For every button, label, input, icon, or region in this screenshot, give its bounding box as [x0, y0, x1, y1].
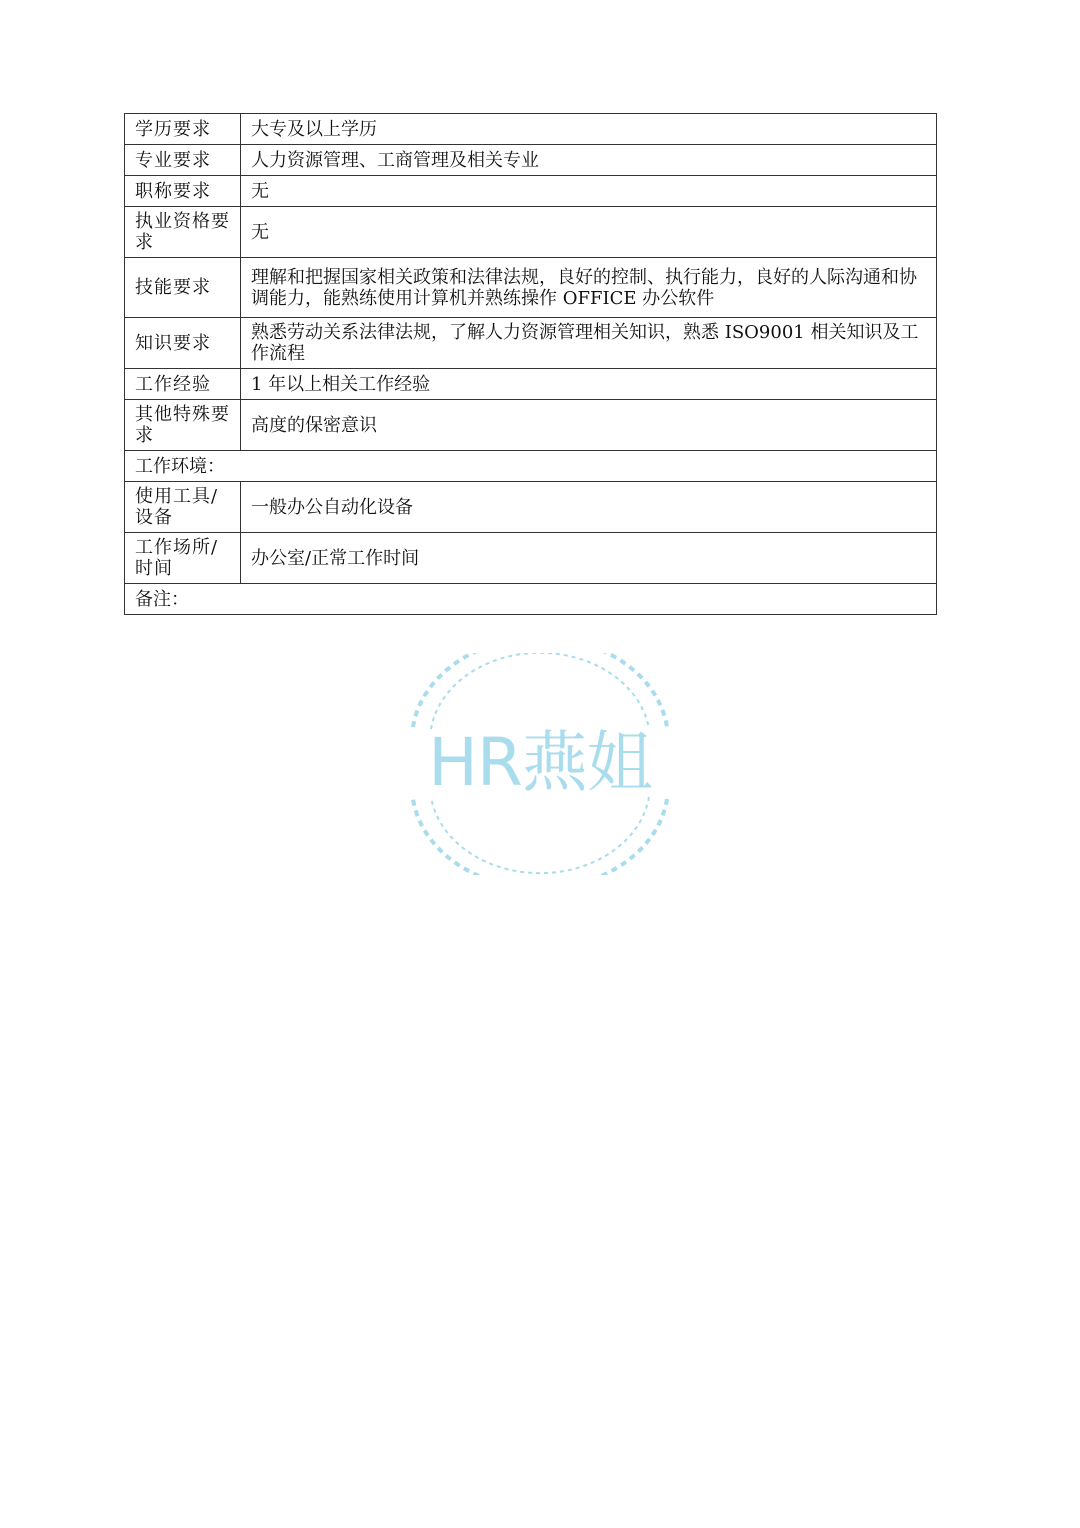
- row-value: 熟悉劳动关系法律法规，了解人力资源管理相关知识，熟悉 ISO9001 相关知识及工作流程: [241, 318, 937, 369]
- row-label: 其他特殊要求: [125, 400, 241, 451]
- row-label: 执业资格要求: [125, 207, 241, 258]
- row-label: 职称要求: [125, 176, 241, 207]
- row-value: 办公室/正常工作时间: [241, 533, 937, 584]
- table-row: [125, 114, 937, 145]
- row-value: 无: [241, 207, 937, 258]
- table-row: [125, 482, 937, 533]
- row-label: 技能要求: [125, 258, 241, 318]
- row-value: 高度的保密意识: [241, 400, 937, 451]
- row-value: 一般办公自动化设备: [241, 482, 937, 533]
- row-label: 使用工具/设备: [125, 482, 241, 533]
- row-value: 无: [241, 176, 937, 207]
- row-value: 1 年以上相关工作经验: [241, 369, 937, 400]
- table-row: [125, 318, 937, 369]
- work-environment-heading: 工作环境：: [125, 451, 937, 482]
- table-row: [125, 207, 937, 258]
- row-label: 工作场所/时间: [125, 533, 241, 584]
- row-value: 大专及以上学历: [241, 114, 937, 145]
- job-requirements-table: [124, 113, 937, 615]
- watermark-stamp: [405, 653, 675, 875]
- remarks-cell: 备注：: [125, 584, 937, 615]
- table-row: [125, 176, 937, 207]
- table-row: [125, 451, 937, 482]
- row-label: 知识要求: [125, 318, 241, 369]
- row-value: 理解和把握国家相关政策和法律法规，良好的控制、执行能力，良好的人际沟通和协调能力，能熟练使用计算机并熟练操作 OFFICE 办公软件: [241, 258, 937, 318]
- watermark-text: HR燕姐: [428, 724, 652, 801]
- row-value: 人力资源管理、工商管理及相关专业: [241, 145, 937, 176]
- table-row: [125, 258, 937, 318]
- table-row: [125, 584, 937, 615]
- table-row: [125, 145, 937, 176]
- table-row: [125, 533, 937, 584]
- row-label: 专业要求: [125, 145, 241, 176]
- row-label: 工作经验: [125, 369, 241, 400]
- row-label: 学历要求: [125, 114, 241, 145]
- table-row: [125, 369, 937, 400]
- table-row: [125, 400, 937, 451]
